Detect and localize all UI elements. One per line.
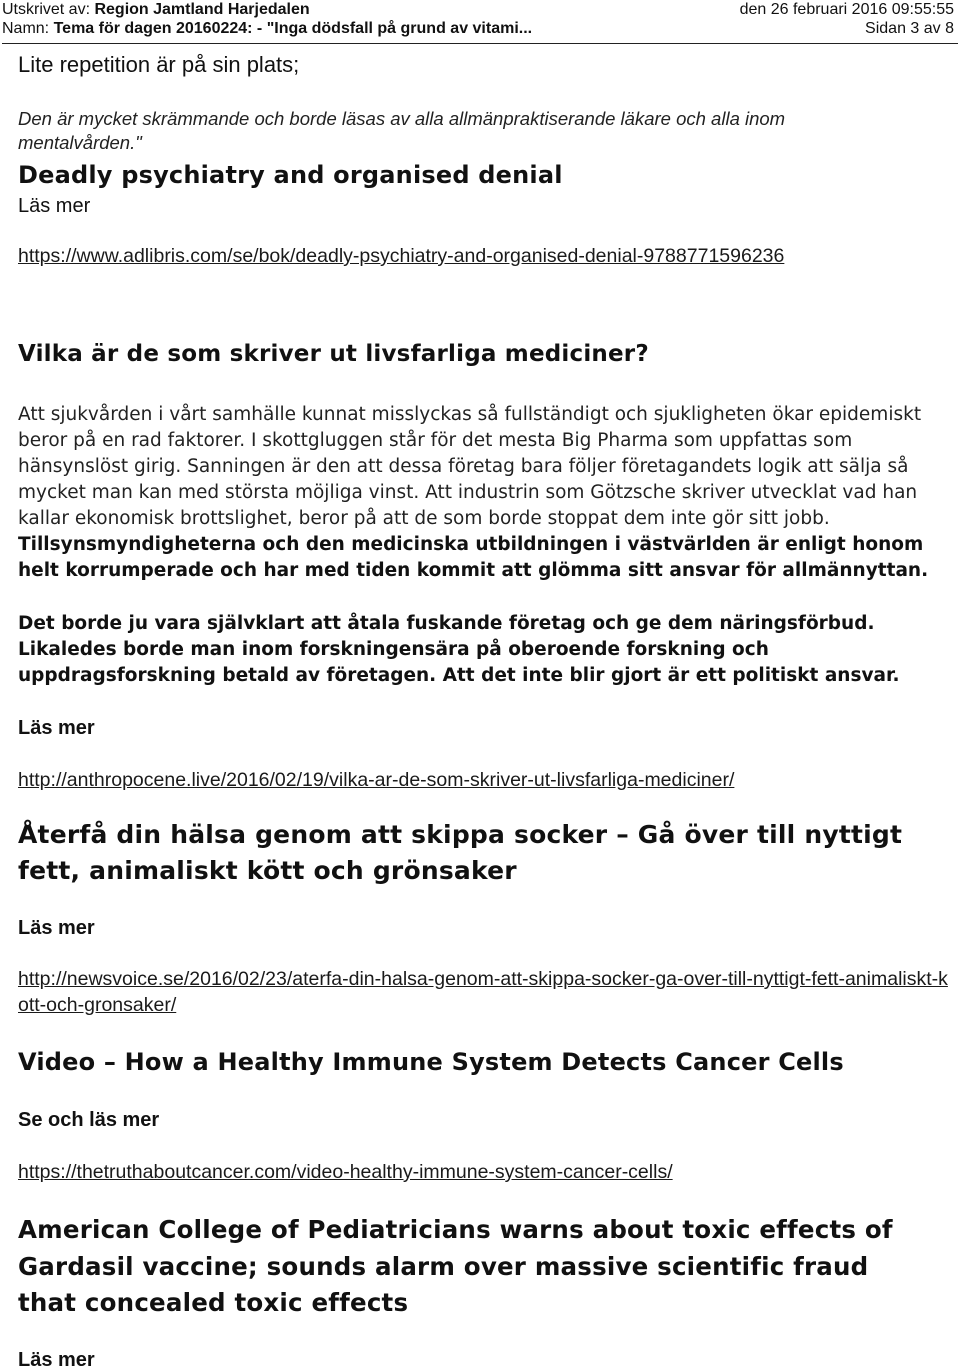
section-title-gardasil: American College of Pediatricians warns about toxic effects of Gardasil vaccine; sounds alarm over massive scientific fraud that concealed toxic effects	[18, 1215, 893, 1317]
read-more-link[interactable]: Se och läs mer	[18, 1109, 160, 1131]
read-more-link[interactable]: Läs mer	[18, 195, 91, 217]
paragraph-bold-text-2: Det borde ju vara självklart att åtala fuskande företag och ge dem näringsförbud. Likaledes borde man inom forskningensära på oberoende forskning och uppdragsforskning betald av företagen. Att det inte blir gjort är ett politiskt ansvar.	[18, 613, 900, 686]
read-more-link[interactable]: Läs mer	[18, 917, 95, 939]
quote-text: Den är mycket skrämmande och borde läsas av alla allmänpraktiserande läkare och alla inom mentalvården."	[18, 108, 786, 153]
article-paragraph	[18, 402, 940, 584]
section-title-aterfa-din-halsa: Återfå din hälsa genom att skippa socker – Gå över till nyttigt fett, animaliskt kött och grönsaker	[18, 820, 903, 885]
header-divider	[2, 43, 958, 44]
name-value: Tema för dagen 20160224: - "Inga dödsfall på grund av vitami...	[53, 20, 533, 37]
read-more-link[interactable]: Läs mer	[18, 1349, 95, 1371]
printed-by-label: Utskrivet av:	[2, 1, 91, 18]
article-paragraph-2	[18, 611, 900, 689]
name-label: Namn:	[2, 20, 50, 37]
article-url[interactable]: https://www.adlibris.com/se/bok/deadly-psychiatry-and-organised-denial-9788771596236	[18, 245, 785, 267]
section-title-livsfarliga: Vilka är de som skriver ut livsfarliga mediciner?	[18, 341, 649, 367]
page-number: Sidan 3 av 8	[865, 20, 954, 37]
section-title-deadly-psychiatry: Deadly psychiatry and organised denial	[18, 161, 563, 189]
print-header-name	[2, 19, 960, 39]
section-title-video-immune-system: Video – How a Healthy Immune System Detects Cancer Cells	[18, 1048, 844, 1076]
intro-text: Lite repetition är på sin plats;	[18, 52, 300, 77]
read-more-link[interactable]: Läs mer	[18, 717, 95, 739]
paragraph-bold-text: Tillsynsmyndigheterna och den medicinska utbildningen i västvärlden är enligt honom helt korrumperade och har med tiden kommit att glömma sitt ansvar för allmännyttan.	[18, 534, 929, 581]
article-url[interactable]: https://thetruthaboutcancer.com/video-healthy-immune-system-cancer-cells/	[18, 1161, 673, 1183]
article-url[interactable]: http://anthropocene.live/2016/02/19/vilka-ar-de-som-skriver-ut-livsfarliga-mediciner/	[18, 769, 735, 791]
printed-by-value: Region Jamtland Harjedalen	[94, 1, 310, 18]
print-date: den 26 februari 2016 09:55:55	[739, 1, 954, 18]
article-url[interactable]: http://newsvoice.se/2016/02/23/aterfa-din-halsa-genom-att-skippa-socker-ga-over-till-nyttigt-fett-animaliskt-kott-och-gronsaker/	[18, 968, 948, 1016]
paragraph-text: Att sjukvården i vårt samhälle kunnat misslyckas så fullständigt och sjukligheten ökar epidemiskt beror på en rad faktorer. I skottgluggen står för det mesta Big Pharma som uppfattas som hänsynslöst girig. Sanningen är den att dessa företag bara följer företagandets logik att sälja så mycket man kan med största möjliga vinst. Att industrin som Götzsche skriver utvecklat vad han kallar ekonomisk brottslighet, beror på att de som borde stoppat dem inte gör sitt jobb.	[18, 404, 922, 529]
